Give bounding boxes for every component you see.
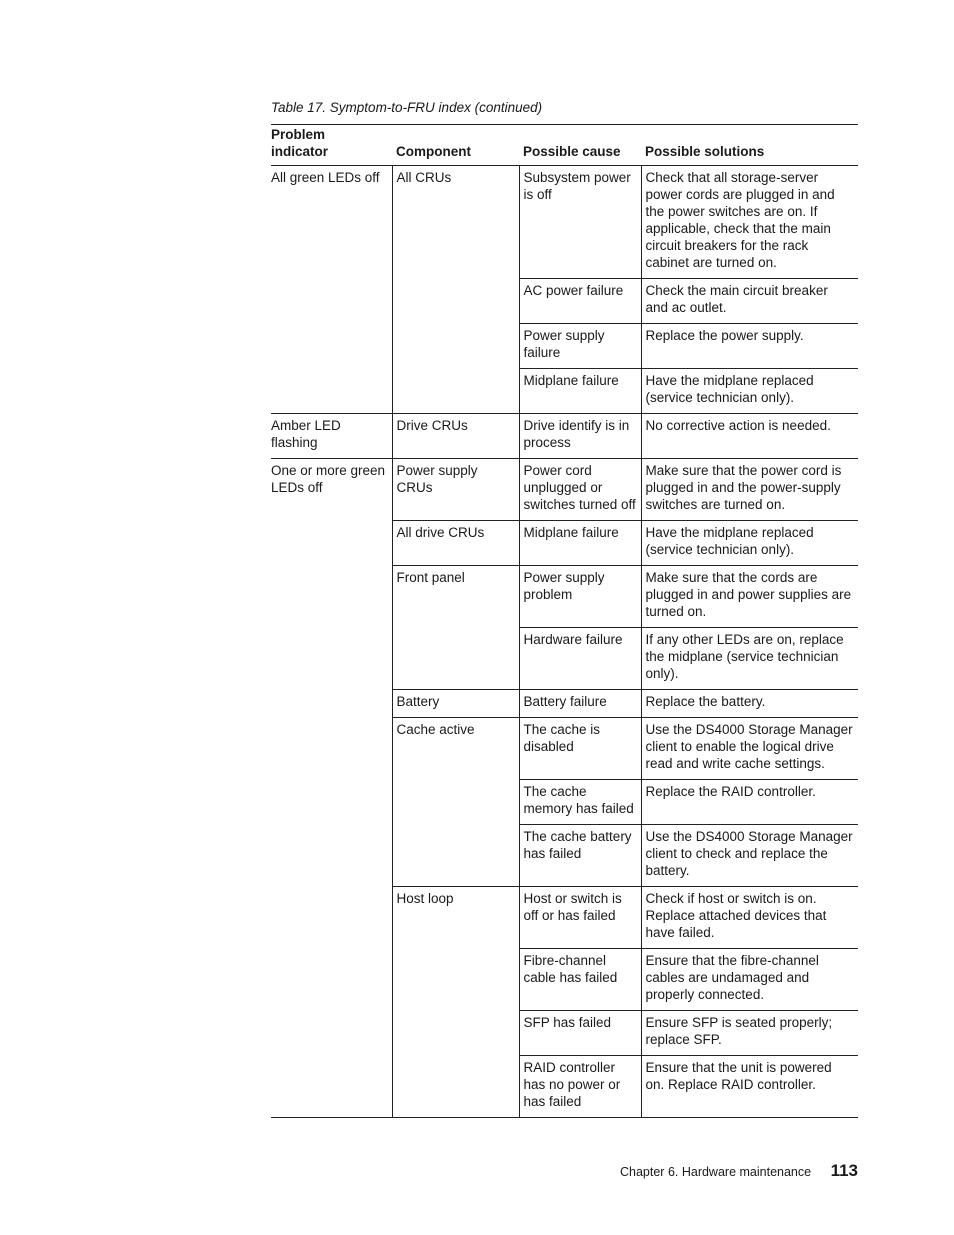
page-number: 113: [830, 1161, 858, 1180]
page-footer: [620, 1161, 858, 1181]
table-row: [271, 459, 858, 521]
cell-solution: Replace the power supply.: [641, 324, 858, 369]
chapter-title: Chapter 6. Hardware maintenance: [620, 1165, 812, 1179]
cell-cause: Hardware failure: [519, 628, 641, 690]
cell-cause: The cache is disabled: [519, 718, 641, 780]
cell-cause: Drive identify is in process: [519, 414, 641, 459]
symptom-fru-table: [271, 124, 858, 1118]
cell-component: Battery: [392, 690, 519, 718]
cell-cause: RAID controller has no power or has failed: [519, 1056, 641, 1118]
cell-cause: Fibre-channel cable has failed: [519, 949, 641, 1011]
cell-solution: Check the main circuit breaker and ac outlet.: [641, 279, 858, 324]
cell-solution: Have the midplane replaced (service technician only).: [641, 369, 858, 414]
cell-solution: Ensure that the fibre-channel cables are undamaged and properly connected.: [641, 949, 858, 1011]
cell-solution: Check if host or switch is on. Replace attached devices that have failed.: [641, 887, 858, 949]
cell-solution: Have the midplane replaced (service technician only).: [641, 521, 858, 566]
header-problem-indicator: [271, 125, 392, 166]
cell-cause: Battery failure: [519, 690, 641, 718]
cell-solution: Make sure that the power cord is plugged in and the power-supply switches are turned on.: [641, 459, 858, 521]
cell-solution: Ensure that the unit is powered on. Replace RAID controller.: [641, 1056, 858, 1118]
cell-cause: Midplane failure: [519, 521, 641, 566]
cell-solution: Replace the battery.: [641, 690, 858, 718]
cell-cause: The cache battery has failed: [519, 825, 641, 887]
cell-component: Drive CRUs: [392, 414, 519, 459]
cell-problem: Amber LED flashing: [271, 414, 392, 459]
cell-solution: No corrective action is needed.: [641, 414, 858, 459]
cell-problem: One or more green LEDs off: [271, 459, 392, 1118]
cell-component: All drive CRUs: [392, 521, 519, 566]
table-row: [271, 414, 858, 459]
cell-solution: Check that all storage-server power cords are plugged in and the power switches are on. If applicable, check that the main circuit breakers for the rack cabinet are turned on.: [641, 166, 858, 279]
cell-cause: SFP has failed: [519, 1011, 641, 1056]
cell-component: Front panel: [392, 566, 519, 690]
cell-cause: The cache memory has failed: [519, 780, 641, 825]
cell-component: Cache active: [392, 718, 519, 887]
cell-solution: Replace the RAID controller.: [641, 780, 858, 825]
cell-solution: Use the DS4000 Storage Manager client to check and replace the battery.: [641, 825, 858, 887]
header-possible-cause: Possible cause: [523, 144, 621, 159]
cell-cause: Power cord unplugged or switches turned off: [519, 459, 641, 521]
cell-problem: All green LEDs off: [271, 166, 392, 414]
header-possible-solutions: Possible solutions: [645, 144, 765, 159]
cell-cause: Midplane failure: [519, 369, 641, 414]
cell-solution: Ensure SFP is seated properly; replace SFP.: [641, 1011, 858, 1056]
header-problem-text: Problem indicator: [271, 127, 329, 159]
cell-cause: AC power failure: [519, 279, 641, 324]
cell-solution: If any other LEDs are on, replace the midplane (service technician only).: [641, 628, 858, 690]
cell-component: Power supply CRUs: [392, 459, 519, 521]
table-caption: Table 17. Symptom-to-FRU index (continued): [271, 100, 543, 115]
cell-cause: Host or switch is off or has failed: [519, 887, 641, 949]
header-component: Component: [396, 144, 471, 159]
cell-cause: Power supply failure: [519, 324, 641, 369]
cell-component: Host loop: [392, 887, 519, 1118]
table-header-row: [271, 125, 858, 166]
cell-solution: Use the DS4000 Storage Manager client to enable the logical drive read and write cache settings.: [641, 718, 858, 780]
cell-cause: Power supply problem: [519, 566, 641, 628]
cell-component: All CRUs: [392, 166, 519, 414]
table-row: [271, 166, 858, 279]
cell-solution: Make sure that the cords are plugged in and power supplies are turned on.: [641, 566, 858, 628]
cell-cause: Subsystem power is off: [519, 166, 641, 279]
